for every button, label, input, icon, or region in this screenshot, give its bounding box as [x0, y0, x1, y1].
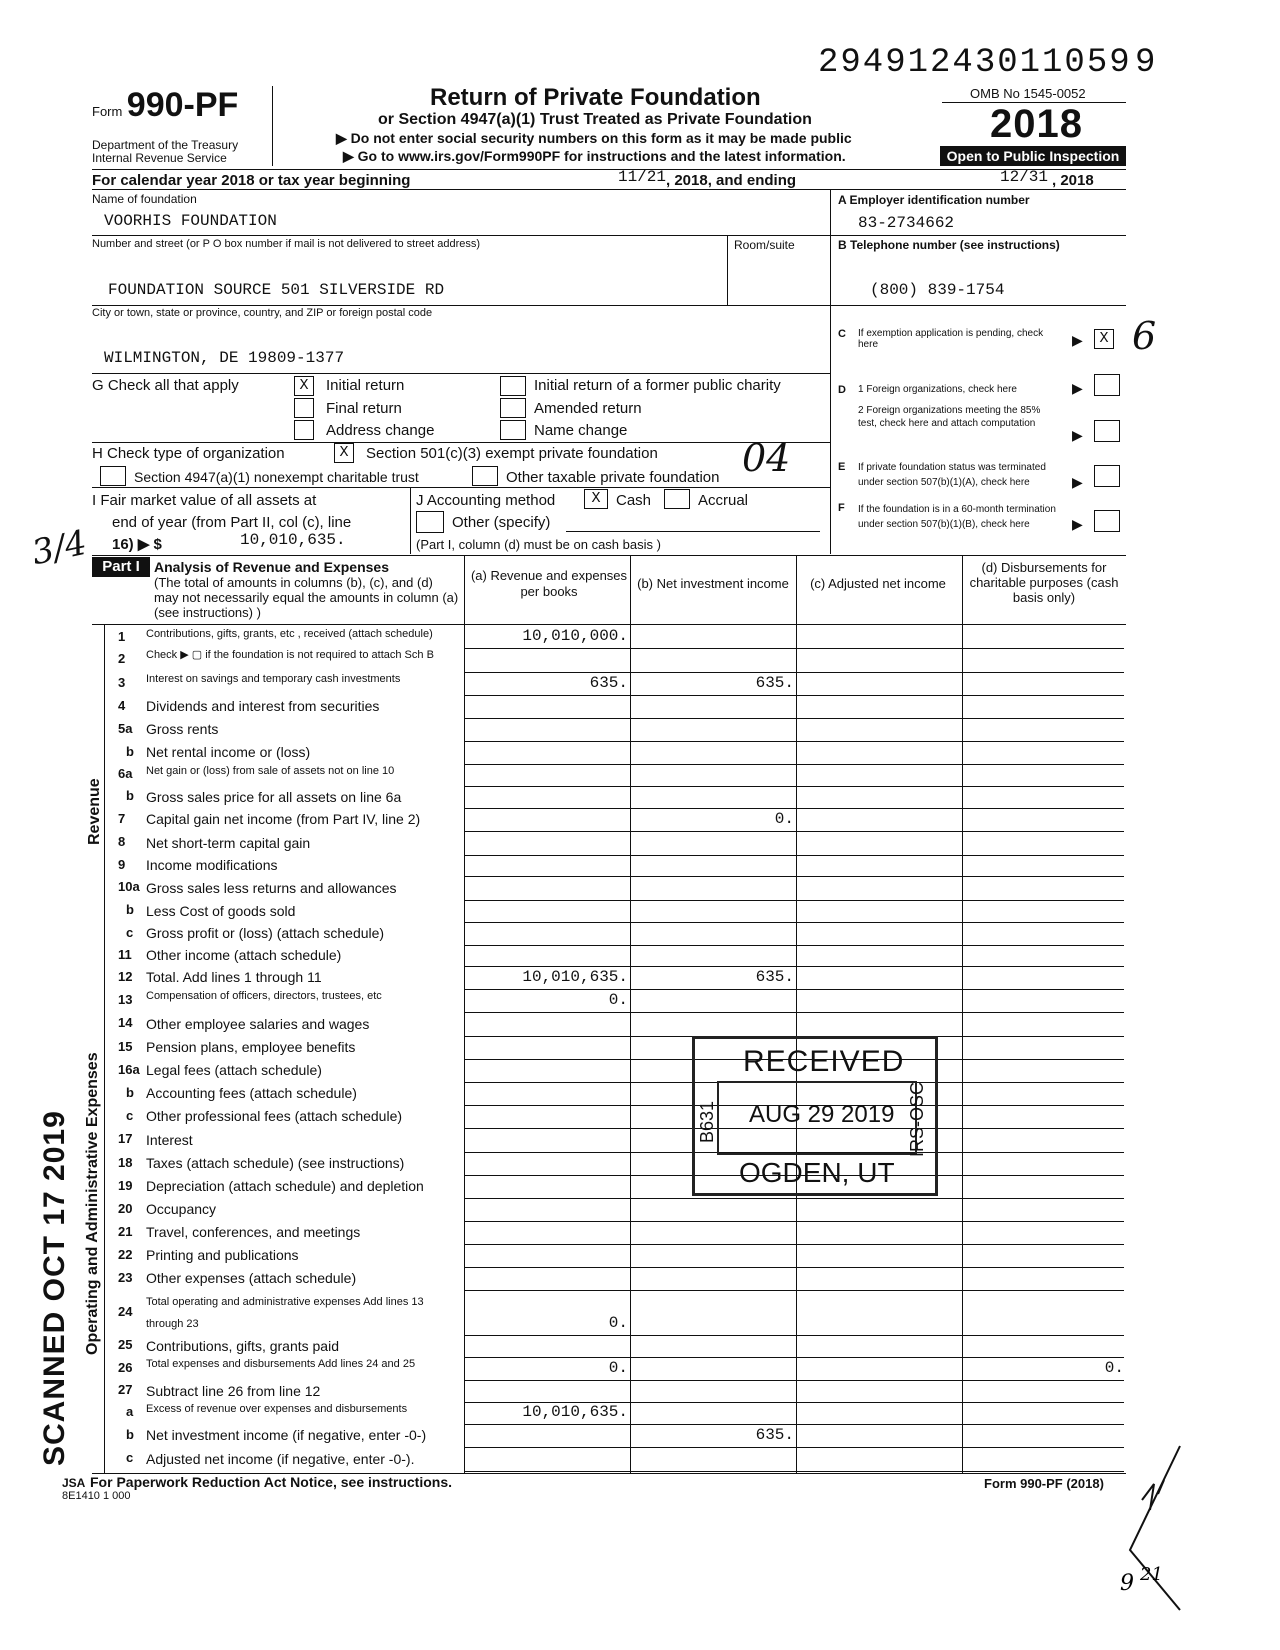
- row-label: Interest on savings and temporary cash investments: [146, 673, 401, 685]
- row-label: Pension plans, employee benefits: [146, 1039, 356, 1055]
- dept-treasury: Department of the Treasury: [92, 138, 239, 152]
- cell-col-d: 0.: [1104, 1359, 1124, 1377]
- received-text: RECEIVED: [743, 1045, 905, 1078]
- row-number: 8: [118, 834, 126, 849]
- handwritten-04: 04: [742, 436, 791, 480]
- ssn-note: ▶ Do not enter social security numbers on this form as it may be made public: [336, 130, 852, 146]
- tax-year-end: 12/31: [1000, 168, 1049, 186]
- other-method-checkbox[interactable]: [416, 511, 444, 533]
- row-number: b: [126, 1084, 134, 1100]
- footer-code: 8E1410 1 000: [62, 1490, 131, 1502]
- footer-jsa: JSA: [62, 1476, 86, 1490]
- scanned-stamp: SCANNED OCT 17 2019: [38, 1110, 71, 1466]
- footer-notice: For Paperwork Reduction Act Notice, see instructions.: [90, 1474, 452, 1490]
- f-letter: F: [838, 502, 845, 514]
- tax-year: 2018: [990, 102, 1083, 146]
- row-label: Gross sales price for all assets on line 6a: [146, 789, 402, 805]
- row-number: 5a: [118, 720, 133, 736]
- accrual-label: Accrual: [698, 492, 749, 509]
- row-number: 13: [118, 991, 133, 1007]
- form-title: Return of Private Foundation: [430, 84, 761, 111]
- footer-form-ref: Form 990-PF (2018): [984, 1476, 1104, 1491]
- row-label: Depreciation (attach schedule) and depletion: [146, 1178, 424, 1194]
- address-change-label: Address change: [326, 422, 435, 439]
- row-number: 12: [118, 968, 133, 984]
- row-label: Total. Add lines 1 through 11: [146, 969, 322, 985]
- other-taxable-checkbox[interactable]: [472, 466, 498, 486]
- j-label: J Accounting method: [416, 492, 556, 509]
- foreign-85-checkbox[interactable]: [1094, 420, 1120, 442]
- city-value: WILMINGTON, DE 19809-1377: [104, 349, 345, 367]
- street-value: FOUNDATION SOURCE 501 SILVERSIDE RD: [108, 281, 445, 299]
- foreign-org-checkbox[interactable]: [1094, 374, 1120, 396]
- form-id: [92, 86, 238, 125]
- row-label: Other expenses (attach schedule): [146, 1270, 357, 1286]
- accrual-checkbox[interactable]: [664, 489, 690, 509]
- cell-col-a: 635.: [589, 674, 628, 692]
- sec501c3-label: Section 501(c)(3) exempt private foundation: [366, 445, 658, 462]
- tax-year-label: For calendar year 2018 or tax year beginning: [92, 172, 411, 189]
- h-label: H Check type of organization: [92, 445, 285, 462]
- name-label: Name of foundation: [92, 192, 197, 206]
- row-label: Excess of revenue over expenses and disbursements: [146, 1403, 408, 1415]
- c-letter: C: [838, 328, 846, 340]
- other-method-label: Other (specify): [452, 514, 551, 531]
- revenue-side-label: Revenue: [86, 778, 103, 845]
- row-label: Gross profit or (loss) (attach schedule): [146, 925, 385, 941]
- d-letter: D: [838, 384, 846, 396]
- row-label: Net gain or (loss) from sale of assets not on line 10: [146, 765, 395, 777]
- cell-col-a: 10,010,635.: [522, 1403, 628, 1421]
- row-number: 6a: [118, 766, 133, 781]
- row-number: 11: [118, 946, 132, 962]
- initial-former-label: Initial return of a former public charity: [534, 377, 781, 394]
- row-label: Compensation of officers, directors, trustees, etc: [146, 990, 382, 1002]
- row-label: Taxes (attach schedule) (see instructions): [146, 1155, 405, 1171]
- sixty-month-checkbox[interactable]: [1094, 510, 1120, 532]
- expenses-side-label: Operating and Administrative Expenses: [84, 1052, 101, 1355]
- cell-col-b: 635.: [755, 1426, 794, 1444]
- handwritten-3-4: 3/4: [28, 522, 91, 574]
- row-label: Contributions, gifts, grants, etc , received (attach schedule): [146, 628, 433, 640]
- row-number: b: [126, 788, 134, 803]
- handwritten-six: 6: [1132, 314, 1157, 358]
- row-number: 16a: [118, 1061, 140, 1077]
- g-label: G Check all that apply: [92, 377, 239, 394]
- col-d-header: (d) Disbursements for charitable purposes (cash basis only): [969, 560, 1119, 605]
- row-label: Other professional fees (attach schedule): [146, 1108, 403, 1124]
- row-number: 1: [118, 628, 126, 644]
- final-return-label: Final return: [326, 400, 402, 417]
- cell-col-a: 10,010,635.: [522, 968, 628, 986]
- row-number: 24: [118, 1303, 133, 1319]
- ein-label: A Employer identification number: [838, 193, 1030, 207]
- exemption-pending-checkbox[interactable]: X: [1094, 329, 1114, 349]
- initial-former-checkbox[interactable]: [500, 376, 526, 396]
- initial-return-checkbox[interactable]: X: [294, 376, 314, 396]
- row-number: 10a: [118, 879, 140, 894]
- form-number: 990-PF: [126, 86, 239, 124]
- row-number: b: [126, 1426, 134, 1442]
- row-label: Legal fees (attach schedule): [146, 1062, 322, 1078]
- row-label: Gross sales less returns and allowances: [146, 880, 397, 896]
- street-label: Number and street (or P O box number if mail is not delivered to street address): [92, 238, 481, 250]
- row-label: Interest: [146, 1132, 193, 1148]
- document-locator-number: 29491243011059: [818, 44, 1132, 82]
- row-label: Travel, conferences, and meetings: [146, 1224, 361, 1240]
- phone-label: B Telephone number (see instructions): [838, 238, 1060, 252]
- handwritten-nine: 9: [1135, 44, 1156, 82]
- i-label-3: 16) ▶ $: [112, 536, 162, 553]
- row-label: Printing and publications: [146, 1247, 299, 1263]
- sixty-month-label: If the foundation is in a 60-month termination under section 507(b)(1)(B), check here: [858, 504, 1056, 530]
- col-c-header: (c) Adjusted net income: [810, 576, 946, 591]
- cell-col-a: 0.: [608, 991, 628, 1009]
- row-number: a: [126, 1404, 134, 1419]
- other-taxable-label: Other taxable private foundation: [506, 469, 720, 486]
- row-label: Total expenses and disbursements Add lines 24 and 25: [146, 1358, 416, 1370]
- received-stamp: [692, 1036, 938, 1196]
- cell-col-b: 635.: [755, 968, 794, 986]
- col-b-header: (b) Net investment income: [637, 576, 789, 591]
- row-number: 14: [118, 1015, 133, 1030]
- amended-return-label: Amended return: [534, 400, 642, 417]
- row-number: 15: [118, 1038, 133, 1054]
- name-change-label: Name change: [534, 422, 628, 439]
- stamp-left-code: B631: [697, 1100, 717, 1143]
- i-label-1: I Fair market value of all assets at: [92, 492, 317, 509]
- foreign-85-label: 2 Foreign organizations meeting the 85% test, check here and attach computation: [858, 405, 1041, 429]
- row-number: c: [126, 924, 134, 940]
- row-number: c: [126, 1107, 134, 1123]
- row-label: Subtract line 26 from line 12: [146, 1383, 321, 1399]
- row-number: 23: [118, 1269, 133, 1285]
- row-number: 20: [118, 1200, 133, 1216]
- col-a-header: (a) Revenue and expenses per books: [470, 568, 628, 599]
- exemption-pending-label: If exemption application is pending, check here: [858, 328, 1044, 350]
- tax-year-end-year: , 2018: [1052, 172, 1094, 189]
- handwritten-initials-mark: [1120, 1440, 1240, 1620]
- cell-col-b: 635.: [755, 674, 794, 692]
- name-change-checkbox[interactable]: [500, 420, 526, 440]
- row-number: b: [126, 902, 134, 917]
- room-label: Room/suite: [734, 238, 795, 252]
- row-number: 27: [118, 1382, 133, 1397]
- cell-col-b: 0.: [774, 810, 794, 828]
- row-label: Net investment income (if negative, enter -0-): [146, 1427, 427, 1443]
- row-number: 18: [118, 1154, 133, 1170]
- row-label: Adjusted net income (if negative, enter -0-).: [146, 1451, 415, 1467]
- row-label: Less Cost of goods sold: [146, 903, 296, 919]
- row-number: c: [126, 1450, 134, 1465]
- omb-number: OMB No 1545-0052: [970, 86, 1086, 101]
- phone-value: (800) 839-1754: [870, 281, 1005, 299]
- i-label-2: end of year (from Part II, col (c), line: [112, 514, 352, 531]
- part-i-title: Analysis of Revenue and Expenses: [154, 559, 389, 575]
- fmv-value: 10,010,635.: [240, 531, 346, 549]
- sec501c3-checkbox[interactable]: X: [334, 443, 354, 463]
- e-letter: E: [838, 461, 846, 473]
- instructions-note: ▶ Go to www.irs.gov/Form990PF for instructions and the latest information.: [343, 148, 846, 164]
- cell-col-a: 0.: [608, 1314, 628, 1332]
- irs-name: Internal Revenue Service: [92, 151, 227, 165]
- tax-year-mid: , 2018, and ending: [666, 172, 797, 189]
- status-terminated-label: If private foundation status was terminated under section 507(b)(1)(A), check here: [858, 462, 1046, 488]
- final-return-checkbox[interactable]: [294, 398, 314, 418]
- row-number: 21: [118, 1223, 133, 1239]
- ein-value: 83-2734662: [858, 214, 955, 232]
- row-label: Net rental income or (loss): [146, 744, 311, 760]
- cash-basis-note: (Part I, column (d) must be on cash basis ): [416, 537, 661, 552]
- cash-label: Cash: [616, 492, 652, 509]
- row-label: Contributions, gifts, grants paid: [146, 1338, 339, 1354]
- foundation-name: VOORHIS FOUNDATION: [104, 212, 277, 230]
- received-city: OGDEN, UT: [739, 1157, 895, 1188]
- row-number: 19: [118, 1177, 133, 1193]
- svg-text:9: 9: [1120, 1571, 1134, 1596]
- part-i-desc: (The total of amounts in columns (b), (c), and (d) may not necessarily equal the amounts in column (a) (see instructions) ): [154, 575, 459, 620]
- cell-col-a: 0.: [608, 1359, 628, 1377]
- part-i-tag: Part I: [92, 557, 150, 577]
- row-number: 17: [118, 1131, 133, 1146]
- row-number: 9: [118, 856, 126, 872]
- sec4947-label: Section 4947(a)(1) nonexempt charitable trust: [134, 469, 419, 485]
- cash-checkbox[interactable]: X: [584, 489, 608, 509]
- row-number: 3: [118, 674, 126, 690]
- row-label: Check ▶ ▢ if the foundation is not required to attach Sch B: [146, 649, 434, 661]
- amended-return-checkbox[interactable]: [500, 398, 526, 418]
- row-number: 22: [118, 1246, 133, 1262]
- form-prefix: Form: [92, 104, 123, 119]
- row-label: Other employee salaries and wages: [146, 1016, 370, 1032]
- address-change-checkbox[interactable]: [294, 420, 314, 440]
- row-label: Income modifications: [146, 857, 278, 873]
- stamp-right-code: IRS-OSC: [907, 1081, 927, 1157]
- row-number: 7: [118, 810, 126, 826]
- tax-year-begin: 11/21: [618, 168, 667, 186]
- row-number: 2: [118, 651, 126, 666]
- row-number: 25: [118, 1337, 133, 1352]
- row-label: Capital gain net income (from Part IV, line 2): [146, 811, 421, 827]
- form-subtitle: or Section 4947(a)(1) Trust Treated as Private Foundation: [378, 111, 812, 128]
- city-label: City or town, state or province, country, and ZIP or foreign postal code: [92, 307, 433, 319]
- row-label: Dividends and interest from securities: [146, 698, 380, 714]
- row-label: Accounting fees (attach schedule): [146, 1085, 357, 1101]
- received-date: AUG 29 2019: [749, 1101, 895, 1128]
- foreign-org-label: 1 Foreign organizations, check here: [858, 384, 1017, 395]
- status-terminated-checkbox[interactable]: [1094, 465, 1120, 487]
- row-label: Occupancy: [146, 1201, 217, 1217]
- row-number: b: [126, 743, 134, 759]
- row-number: 26: [118, 1359, 133, 1375]
- initial-return-label: Initial return: [326, 377, 405, 394]
- row-label: Other income (attach schedule): [146, 947, 342, 963]
- open-inspection: Open to Public Inspection: [940, 146, 1126, 166]
- svg-text:21: 21: [1140, 1564, 1163, 1585]
- row-number: 4: [118, 697, 126, 713]
- row-label: Total operating and administrative expenses Add lines 13 through 23: [146, 1296, 424, 1330]
- cell-col-a: 10,010,000.: [522, 627, 628, 645]
- sec4947-checkbox[interactable]: [100, 466, 126, 486]
- row-label: Gross rents: [146, 721, 219, 737]
- row-label: Net short-term capital gain: [146, 835, 311, 851]
